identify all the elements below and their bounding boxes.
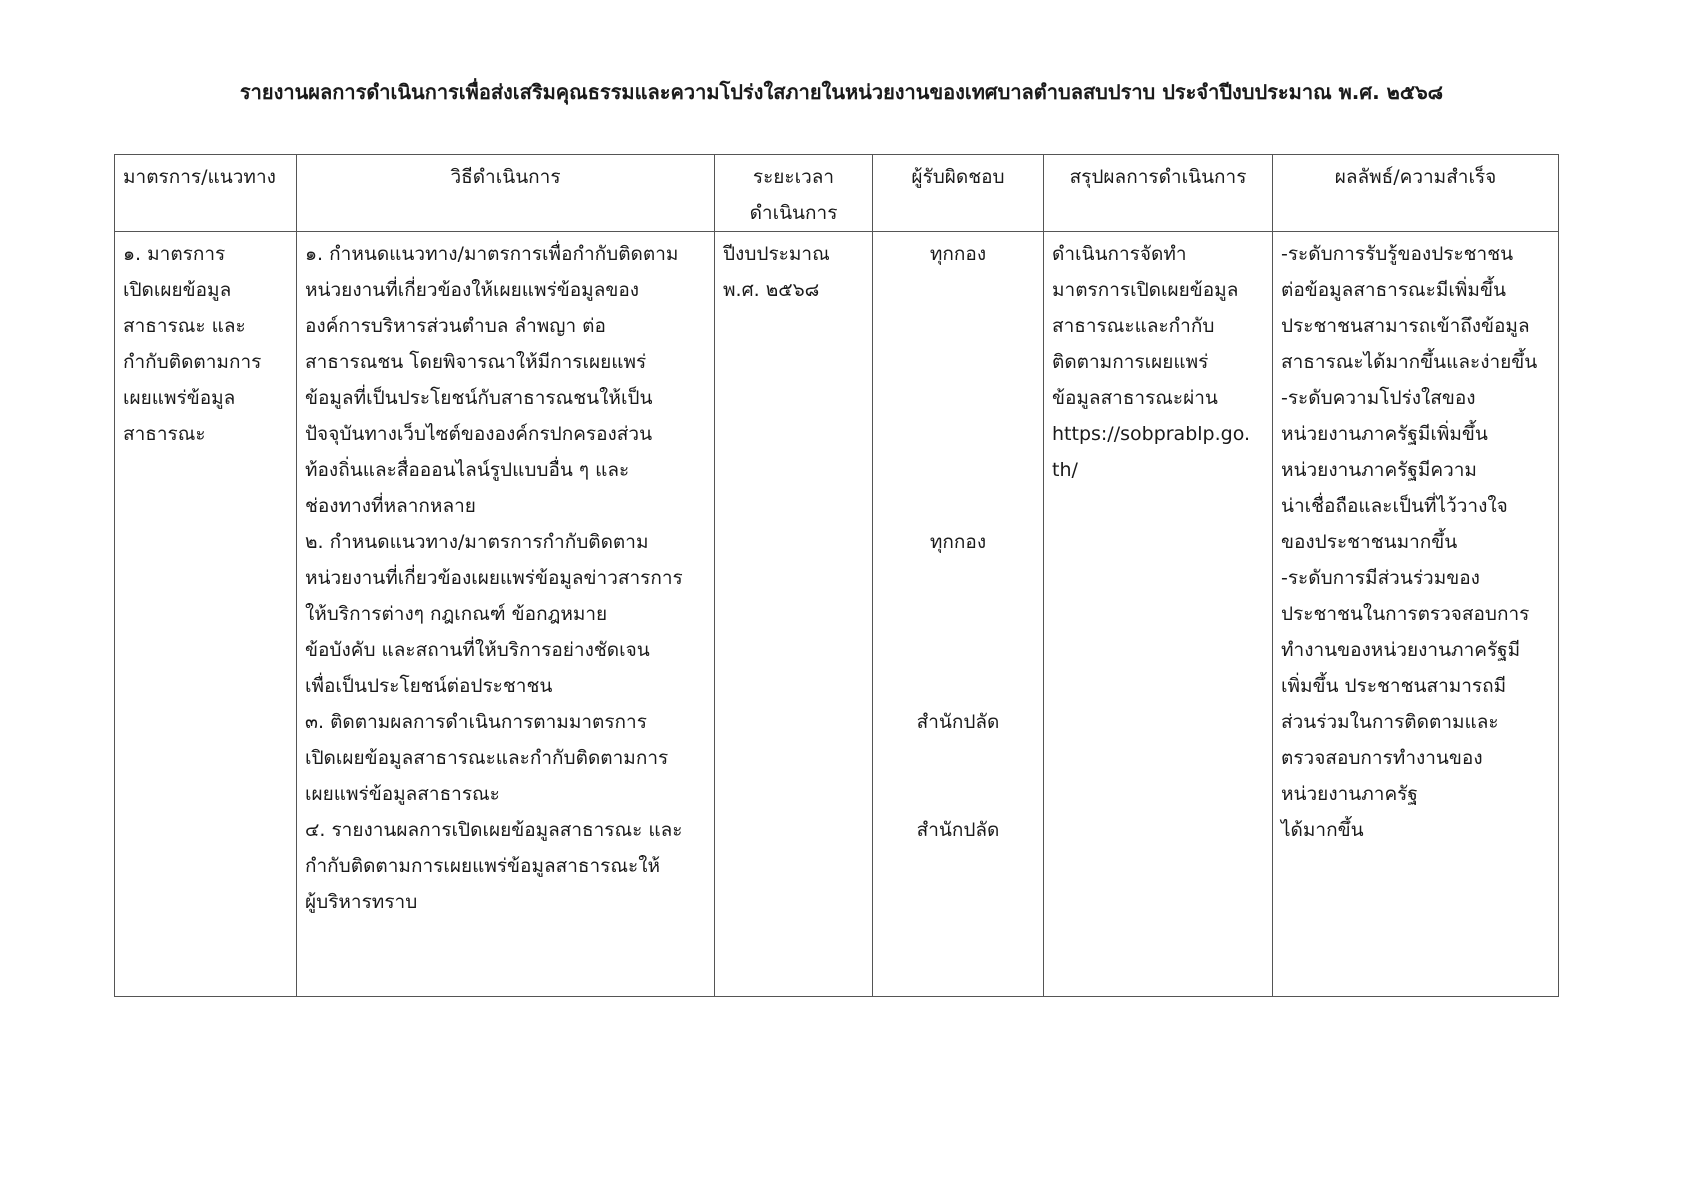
- page-title: รายงานผลการดำเนินการเพื่อส่งเสริมคุณธรรมและความโปร่งใสภายในหน่วยงานของเทศบาลตำบลสบปราบ ประจำปีงบประมาณ พ.ศ. ๒๕๖๘: [239, 80, 1444, 104]
- measure-line: ๑. มาตรการ: [123, 243, 226, 265]
- method-line: ๓. ติดตามผลการดำเนินการตามมาตรการ: [305, 711, 647, 733]
- outcome-line: ทำงานของหน่วยงานภาครัฐมี: [1281, 639, 1521, 661]
- period-line: พ.ศ. ๒๕๖๘: [723, 279, 820, 301]
- header-period-line1: ระยะเวลา: [752, 166, 835, 188]
- header-method: [297, 155, 715, 232]
- summary-line: ข้อมูลสาธารณะผ่าน: [1052, 387, 1218, 409]
- outcome-line: หน่วยงานภาครัฐมีเพิ่มขึ้น: [1281, 423, 1488, 445]
- method-line: ๑. กำหนดแนวทาง/มาตรการเพื่อกำกับติดตาม: [305, 243, 679, 265]
- header-summary: [1044, 155, 1273, 232]
- header-measure-label: มาตรการ/แนวทาง: [123, 166, 276, 188]
- outcome-line: ตรวจสอบการทำงานของ: [1281, 747, 1483, 769]
- outcome-line: ประชาชนสามารถเข้าถึงข้อมูล: [1281, 315, 1530, 337]
- measure-line: เผยแพร่ข้อมูล: [123, 387, 236, 409]
- header-period: [715, 155, 873, 232]
- method-line: สาธารณชน โดยพิจารณาให้มีการเผยแพร่: [305, 351, 647, 373]
- outcome-line: -ระดับการมีส่วนร่วมของ: [1281, 567, 1480, 589]
- header-summary-label: สรุปผลการดำเนินการ: [1069, 166, 1247, 188]
- outcome-line: ต่อข้อมูลสาธารณะมีเพิ่มขึ้น: [1281, 279, 1506, 301]
- method-line: ข้อบังคับ และสถานที่ให้บริการอย่างชัดเจน: [305, 639, 650, 661]
- table-row: [115, 232, 1559, 997]
- summary-line: สาธารณะและกำกับ: [1052, 315, 1215, 337]
- cell-summary: [1044, 232, 1273, 997]
- cell-period: [715, 232, 873, 997]
- method-line: ช่องทางที่หลากหลาย: [305, 495, 476, 517]
- responsible-item3: สำนักปลัด: [916, 711, 1000, 733]
- outcome-line: -ระดับการรับรู้ของประชาชน: [1281, 243, 1514, 265]
- responsible-item4: สำนักปลัด: [916, 819, 1000, 841]
- method-line: ปัจจุบันทางเว็บไซต์ขององค์กรปกครองส่วน: [305, 423, 653, 445]
- method-line: ให้บริการต่างๆ กฎเกณฑ์ ข้อกฎหมาย: [305, 603, 608, 625]
- header-outcome-label: ผลลัพธ์/ความสำเร็จ: [1334, 166, 1497, 188]
- summary-line: ดำเนินการจัดทำ: [1052, 243, 1187, 265]
- measure-line: กำกับติดตามการ: [123, 351, 262, 373]
- outcome-line: หน่วยงานภาครัฐ: [1281, 783, 1418, 805]
- outcome-line: ได้มากขึ้น: [1281, 819, 1364, 841]
- outcome-line: ส่วนร่วมในการติดตามและ: [1281, 711, 1499, 733]
- report-table: [114, 154, 1559, 997]
- header-method-label: วิธีดำเนินการ: [450, 166, 561, 188]
- summary-line: https://sobprablp.go.: [1052, 423, 1251, 445]
- method-line: ท้องถิ่นและสื่อออนไลน์รูปแบบอื่น ๆ และ: [305, 459, 630, 481]
- method-line: เผยแพร่ข้อมูลสาธารณะ: [305, 783, 500, 805]
- measure-line: สาธารณะ: [123, 423, 206, 445]
- header-measure: [115, 155, 297, 232]
- outcome-line: น่าเชื่อถือและเป็นที่ไว้วางใจ: [1281, 495, 1508, 517]
- method-line: เพื่อเป็นประโยชน์ต่อประชาชน: [305, 675, 553, 697]
- measure-line: เปิดเผยข้อมูล: [123, 279, 232, 301]
- summary-line: มาตรการเปิดเผยข้อมูล: [1052, 279, 1239, 301]
- cell-responsible: [873, 232, 1044, 997]
- cell-measure: [115, 232, 297, 997]
- outcome-line: ประชาชนในการตรวจสอบการ: [1281, 603, 1530, 625]
- header-period-line2: ดำเนินการ: [749, 202, 838, 224]
- outcome-line: เพิ่มขึ้น ประชาชนสามารถมี: [1281, 675, 1507, 697]
- header-responsible: [873, 155, 1044, 232]
- summary-line: ติดตามการเผยแพร่: [1052, 351, 1209, 373]
- method-line: องค์การบริหารส่วนตำบล ลำพญา ต่อ: [305, 315, 606, 337]
- responsible-item2: ทุกกอง: [929, 531, 987, 553]
- method-line: ข้อมูลที่เป็นประโยชน์กับสาธารณชนให้เป็น: [305, 387, 653, 409]
- summary-line: th/: [1052, 459, 1078, 481]
- outcome-line: -ระดับความโปร่งใสของ: [1281, 387, 1476, 409]
- outcome-line: หน่วยงานภาครัฐมีความ: [1281, 459, 1477, 481]
- table-header-row: [115, 155, 1559, 232]
- header-outcome: [1273, 155, 1559, 232]
- outcome-line: สาธารณะได้มากขึ้นและง่ายขึ้น: [1281, 351, 1538, 373]
- method-line: หน่วยงานที่เกี่ยวข้องให้เผยแพร่ข้อมูลของ: [305, 279, 640, 301]
- method-line: ๔. รายงานผลการเปิดเผยข้อมูลสาธารณะ และ: [305, 819, 683, 841]
- method-line: เปิดเผยข้อมูลสาธารณะและกำกับติดตามการ: [305, 747, 669, 769]
- cell-outcome: [1273, 232, 1559, 997]
- period-line: ปีงบประมาณ: [723, 243, 830, 265]
- header-responsible-label: ผู้รับผิดชอบ: [911, 166, 1005, 188]
- measure-line: สาธารณะ และ: [123, 315, 246, 337]
- method-line: กำกับติดตามการเผยแพร่ข้อมูลสาธารณะให้: [305, 855, 660, 877]
- outcome-line: ของประชาชนมากขึ้น: [1281, 531, 1458, 553]
- method-line: ผู้บริหารทราบ: [305, 891, 418, 913]
- cell-method: [297, 232, 715, 997]
- method-line: ๒. กำหนดแนวทาง/มาตรการกำกับติดตาม: [305, 531, 649, 553]
- method-line: หน่วยงานที่เกี่ยวข้องเผยแพร่ข้อมูลข่าวสารการ: [305, 567, 683, 589]
- responsible-item1: ทุกกอง: [929, 243, 987, 265]
